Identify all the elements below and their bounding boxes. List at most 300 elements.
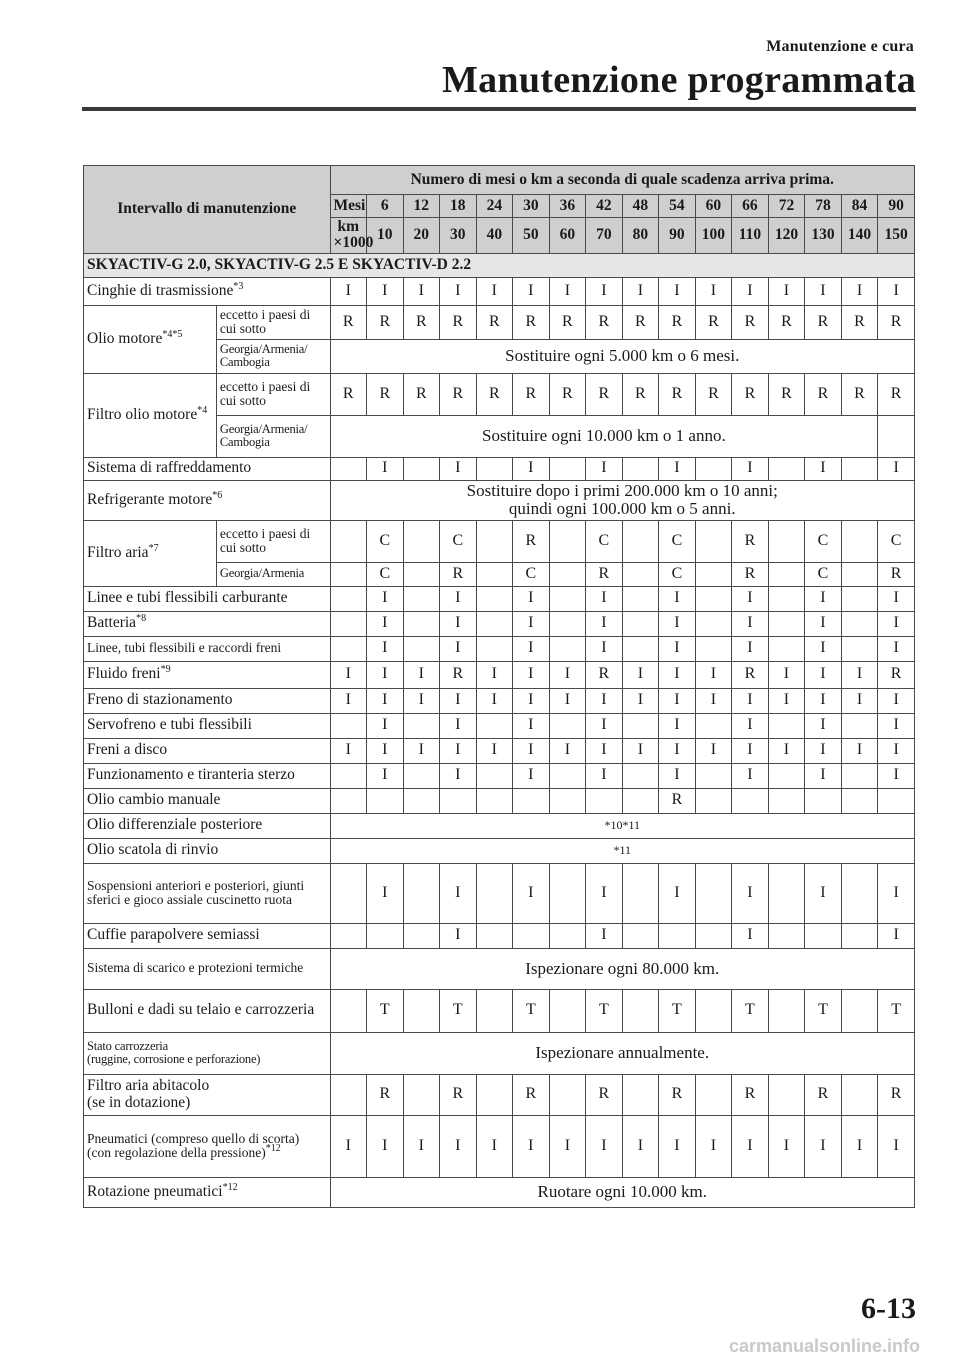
schedule-cell: I — [878, 611, 915, 636]
schedule-cell: R — [805, 305, 842, 339]
schedule-cell: I — [659, 738, 696, 763]
schedule-cell: I — [732, 738, 769, 763]
row-label: Batteria$^{*8}$ — [84, 611, 331, 636]
schedule-cell: I — [805, 738, 842, 763]
schedule-cell: I — [659, 661, 696, 688]
schedule-cell: I — [768, 1115, 805, 1177]
schedule-cell: I — [659, 277, 696, 305]
schedule-cell: I — [476, 661, 513, 688]
schedule-cell: I — [586, 923, 623, 948]
schedule-cell: R — [841, 305, 878, 339]
schedule-cell — [622, 713, 659, 738]
schedule-cell: I — [440, 763, 477, 788]
km-cell: 10 — [367, 218, 404, 254]
schedule-cell — [841, 636, 878, 661]
schedule-cell: R — [659, 788, 696, 813]
schedule-cell: I — [659, 1115, 696, 1177]
schedule-cell: I — [878, 863, 915, 923]
schedule-cell — [330, 611, 367, 636]
schedule-cell — [476, 636, 513, 661]
schedule-cell: I — [586, 763, 623, 788]
km-cell: 30 — [440, 218, 477, 254]
schedule-cell — [513, 923, 550, 948]
schedule-cell: I — [659, 713, 696, 738]
schedule-cell: R — [403, 305, 440, 339]
row-label: Filtro aria abitacolo (se in dotazione) — [84, 1074, 331, 1115]
schedule-cell: R — [586, 305, 623, 339]
schedule-cell — [768, 457, 805, 480]
row-label: Olio motore$^{*4*5}$ — [84, 305, 217, 373]
schedule-cell: T — [586, 989, 623, 1032]
schedule-cell — [768, 923, 805, 948]
schedule-cell: I — [513, 277, 550, 305]
km-cell: 150 — [878, 218, 915, 254]
schedule-cell: T — [805, 989, 842, 1032]
schedule-cell: R — [878, 661, 915, 688]
row-label: Olio cambio manuale — [84, 788, 331, 813]
schedule-cell: I — [549, 688, 586, 713]
row-label: Olio scatola di rinvio — [84, 838, 331, 863]
schedule-cell: I — [367, 688, 404, 713]
table-row — [84, 520, 915, 562]
schedule-cell: R — [367, 305, 404, 339]
schedule-cell: R — [513, 373, 550, 415]
schedule-cell — [476, 923, 513, 948]
schedule-cell — [549, 923, 586, 948]
schedule-cell: I — [732, 1115, 769, 1177]
section-header: Manutenzione e cura — [766, 38, 914, 55]
schedule-cell: R — [330, 305, 367, 339]
schedule-cell: I — [622, 661, 659, 688]
schedule-cell: C — [878, 520, 915, 562]
table-row — [84, 373, 915, 415]
table-row — [84, 457, 915, 480]
schedule-cell — [841, 788, 878, 813]
schedule-cell — [622, 989, 659, 1032]
page-number: 6-13 — [861, 1292, 916, 1325]
watermark: carmanualsonline.info — [728, 1336, 920, 1356]
row-label: Filtro olio motore$^{*4}$ — [84, 373, 217, 457]
schedule-cell: R — [622, 305, 659, 339]
schedule-cell — [622, 636, 659, 661]
schedule-cell: I — [841, 1115, 878, 1177]
schedule-cell — [476, 457, 513, 480]
schedule-cell — [549, 989, 586, 1032]
row-note: Ispezionare ogni 80.000 km. — [330, 948, 915, 989]
schedule-cell: I — [732, 863, 769, 923]
schedule-cell: I — [732, 586, 769, 611]
schedule-cell — [841, 457, 878, 480]
schedule-cell: I — [367, 457, 404, 480]
schedule-cell — [695, 923, 732, 948]
schedule-cell: C — [805, 562, 842, 586]
schedule-cell: I — [513, 611, 550, 636]
schedule-cell: I — [805, 586, 842, 611]
schedule-cell — [367, 788, 404, 813]
schedule-cell: R — [476, 373, 513, 415]
table-row — [84, 1115, 915, 1177]
schedule-cell: R — [330, 373, 367, 415]
schedule-cell — [768, 989, 805, 1032]
km-cell: 110 — [732, 218, 769, 254]
row-note: Sostituire ogni 10.000 km o 1 anno. — [330, 415, 878, 457]
schedule-cell — [330, 863, 367, 923]
schedule-cell — [841, 611, 878, 636]
schedule-cell: I — [367, 661, 404, 688]
schedule-cell: I — [403, 1115, 440, 1177]
schedule-cell — [805, 923, 842, 948]
header-rule — [82, 107, 916, 111]
maintenance-schedule-table — [83, 165, 915, 1208]
schedule-cell — [330, 520, 367, 562]
engine-section-title: SKYACTIV-G 2.0, SKYACTIV-G 2.5 E SKYACTIV-D 2.2 — [84, 253, 915, 277]
schedule-cell: I — [878, 738, 915, 763]
schedule-cell: I — [878, 1115, 915, 1177]
schedule-cell — [841, 562, 878, 586]
schedule-cell: T — [513, 989, 550, 1032]
schedule-cell — [549, 562, 586, 586]
schedule-cell — [549, 586, 586, 611]
schedule-cell: I — [549, 1115, 586, 1177]
schedule-cell: I — [659, 457, 696, 480]
schedule-cell — [695, 788, 732, 813]
table-row — [84, 636, 915, 661]
schedule-cell: I — [330, 661, 367, 688]
row-note: Sostituire dopo i primi 200.000 km o 10 anni; quindi ogni 100.000 km o 5 anni. — [330, 480, 915, 520]
schedule-cell: I — [367, 1115, 404, 1177]
schedule-cell: I — [768, 661, 805, 688]
schedule-cell — [330, 763, 367, 788]
schedule-cell — [768, 788, 805, 813]
row-note: Ispezionare annualmente. — [330, 1032, 915, 1074]
schedule-cell: I — [513, 738, 550, 763]
km-cell: 20 — [403, 218, 440, 254]
schedule-cell — [768, 713, 805, 738]
schedule-cell: R — [878, 305, 915, 339]
schedule-cell — [622, 611, 659, 636]
schedule-cell — [476, 586, 513, 611]
table-row — [84, 661, 915, 688]
schedule-cell — [768, 520, 805, 562]
months-label: Mesi — [330, 195, 367, 218]
schedule-cell: I — [732, 457, 769, 480]
schedule-cell: I — [659, 688, 696, 713]
month-cell: 12 — [403, 195, 440, 218]
row-label: Linee e tubi flessibili carburante — [84, 586, 331, 611]
schedule-cell: R — [659, 1074, 696, 1115]
schedule-cell — [549, 788, 586, 813]
schedule-cell: I — [695, 688, 732, 713]
schedule-cell: I — [878, 277, 915, 305]
row-sublabel: Georgia/Armenia/ Cambogia — [216, 415, 330, 457]
schedule-cell — [403, 763, 440, 788]
schedule-cell: C — [805, 520, 842, 562]
schedule-cell — [440, 788, 477, 813]
schedule-cell — [622, 520, 659, 562]
schedule-cell — [841, 713, 878, 738]
schedule-cell: I — [367, 636, 404, 661]
month-cell: 66 — [732, 195, 769, 218]
schedule-cell: I — [586, 586, 623, 611]
schedule-cell: I — [440, 636, 477, 661]
schedule-cell — [476, 713, 513, 738]
month-cell: 36 — [549, 195, 586, 218]
period-caption: Numero di mesi o km a seconda di quale scadenza arriva prima. — [330, 166, 915, 195]
month-cell: 78 — [805, 195, 842, 218]
schedule-cell — [695, 763, 732, 788]
schedule-cell: I — [330, 1115, 367, 1177]
schedule-cell: I — [805, 713, 842, 738]
schedule-cell: R — [878, 1074, 915, 1115]
row-label: Sistema di scarico e protezioni termiche — [84, 948, 331, 989]
schedule-cell: T — [440, 989, 477, 1032]
schedule-cell: R — [732, 1074, 769, 1115]
schedule-cell — [330, 989, 367, 1032]
schedule-cell: I — [403, 661, 440, 688]
schedule-cell — [695, 713, 732, 738]
schedule-cell: I — [330, 277, 367, 305]
table-row — [84, 923, 915, 948]
km-cell: 40 — [476, 218, 513, 254]
schedule-cell: I — [440, 457, 477, 480]
schedule-cell: I — [440, 586, 477, 611]
schedule-cell — [403, 520, 440, 562]
schedule-cell — [403, 562, 440, 586]
empty-cell — [878, 415, 915, 457]
table-row — [84, 738, 915, 763]
month-cell: 30 — [513, 195, 550, 218]
schedule-cell: I — [549, 661, 586, 688]
schedule-cell: R — [513, 520, 550, 562]
row-label: Sospensioni anteriori e posteriori, giunti sferici e gioco assiale cuscinetto ruota — [84, 863, 331, 923]
row-label: Funzionamento e tiranteria sterzo — [84, 763, 331, 788]
schedule-cell: I — [513, 863, 550, 923]
schedule-cell — [549, 611, 586, 636]
row-note: Ruotare ogni 10.000 km. — [330, 1177, 915, 1207]
schedule-cell: I — [367, 611, 404, 636]
month-cell: 60 — [695, 195, 732, 218]
schedule-cell — [513, 788, 550, 813]
schedule-cell — [841, 1074, 878, 1115]
table-row — [84, 305, 915, 339]
table-row — [84, 713, 915, 738]
schedule-cell — [476, 611, 513, 636]
schedule-cell — [330, 562, 367, 586]
km-cell: 120 — [768, 218, 805, 254]
schedule-cell — [403, 989, 440, 1032]
schedule-cell — [403, 863, 440, 923]
schedule-cell: I — [440, 713, 477, 738]
schedule-cell: I — [805, 863, 842, 923]
schedule-cell: R — [732, 562, 769, 586]
schedule-cell: R — [367, 373, 404, 415]
schedule-cell: I — [513, 457, 550, 480]
table-row — [84, 480, 915, 520]
schedule-cell: R — [732, 373, 769, 415]
schedule-cell — [549, 863, 586, 923]
schedule-cell — [476, 763, 513, 788]
schedule-cell: I — [622, 738, 659, 763]
schedule-cell — [476, 788, 513, 813]
schedule-cell: I — [659, 611, 696, 636]
month-cell: 90 — [878, 195, 915, 218]
schedule-cell: I — [732, 688, 769, 713]
schedule-cell: R — [586, 1074, 623, 1115]
row-label: Pneumatici (compreso quello di scorta) (con regolazione della pressione)$^{*12}$ — [84, 1115, 331, 1177]
schedule-cell — [367, 923, 404, 948]
schedule-cell: I — [586, 863, 623, 923]
schedule-cell: I — [805, 661, 842, 688]
schedule-cell: I — [586, 713, 623, 738]
schedule-cell: R — [878, 373, 915, 415]
table-row — [84, 277, 915, 305]
schedule-cell: I — [732, 763, 769, 788]
schedule-cell: I — [549, 277, 586, 305]
schedule-cell — [476, 520, 513, 562]
schedule-cell: I — [841, 277, 878, 305]
schedule-cell — [841, 989, 878, 1032]
schedule-cell: I — [805, 636, 842, 661]
schedule-cell: R — [841, 373, 878, 415]
schedule-cell: R — [513, 1074, 550, 1115]
schedule-cell: R — [513, 305, 550, 339]
km-cell: 90 — [659, 218, 696, 254]
row-sublabel: Georgia/Armenia/ Cambogia — [216, 339, 330, 373]
row-label: Linee, tubi flessibili e raccordi freni — [84, 636, 331, 661]
schedule-cell: I — [659, 763, 696, 788]
schedule-cell: I — [841, 661, 878, 688]
schedule-cell: I — [768, 688, 805, 713]
schedule-cell — [549, 457, 586, 480]
schedule-cell — [768, 611, 805, 636]
schedule-cell: I — [659, 586, 696, 611]
schedule-cell: R — [805, 1074, 842, 1115]
schedule-cell: I — [732, 923, 769, 948]
interval-label: Intervallo di manutenzione — [84, 166, 331, 254]
schedule-cell: R — [732, 661, 769, 688]
km-cell: 140 — [841, 218, 878, 254]
schedule-cell — [330, 713, 367, 738]
footnote-ref: *10*11 — [330, 813, 915, 838]
schedule-cell — [403, 457, 440, 480]
schedule-cell: R — [440, 562, 477, 586]
schedule-cell: R — [549, 373, 586, 415]
schedule-cell: I — [586, 688, 623, 713]
schedule-cell: I — [732, 611, 769, 636]
schedule-cell: R — [695, 305, 732, 339]
month-cell: 6 — [367, 195, 404, 218]
schedule-cell: R — [732, 305, 769, 339]
row-label: Stato carrozzeria (ruggine, corrosione e perforazione) — [84, 1032, 331, 1074]
km-label: km ×1000 — [330, 218, 367, 254]
row-note: Sostituire ogni 5.000 km o 6 mesi. — [330, 339, 915, 373]
schedule-cell — [403, 586, 440, 611]
schedule-cell: I — [805, 277, 842, 305]
schedule-cell: I — [440, 863, 477, 923]
schedule-cell: I — [513, 586, 550, 611]
row-label: Rotazione pneumatici$^{*12}$ — [84, 1177, 331, 1207]
schedule-cell — [878, 788, 915, 813]
schedule-cell: R — [586, 562, 623, 586]
schedule-cell: I — [367, 763, 404, 788]
schedule-cell: R — [476, 305, 513, 339]
schedule-cell — [841, 863, 878, 923]
schedule-cell — [476, 863, 513, 923]
schedule-cell — [622, 863, 659, 923]
schedule-cell — [695, 989, 732, 1032]
schedule-cell: C — [367, 562, 404, 586]
schedule-cell — [622, 763, 659, 788]
schedule-cell: I — [513, 1115, 550, 1177]
schedule-cell: I — [330, 738, 367, 763]
month-cell: 42 — [586, 195, 623, 218]
schedule-cell: T — [732, 989, 769, 1032]
row-label: Cinghie di trasmissione$^{*3}$ — [84, 277, 331, 305]
schedule-cell: I — [476, 1115, 513, 1177]
schedule-cell: I — [841, 688, 878, 713]
row-label: Bulloni e dadi su telaio e carrozzeria — [84, 989, 331, 1032]
schedule-cell: R — [549, 305, 586, 339]
schedule-cell — [768, 562, 805, 586]
schedule-cell: C — [659, 520, 696, 562]
schedule-cell: R — [586, 373, 623, 415]
table-row — [84, 989, 915, 1032]
schedule-cell — [476, 1074, 513, 1115]
schedule-cell: T — [367, 989, 404, 1032]
schedule-cell — [622, 562, 659, 586]
schedule-cell — [403, 1074, 440, 1115]
schedule-cell — [549, 1074, 586, 1115]
schedule-cell: I — [367, 863, 404, 923]
schedule-cell: R — [440, 373, 477, 415]
row-label: Freni a disco — [84, 738, 331, 763]
row-label: Freno di stazionamento — [84, 688, 331, 713]
row-label: Olio differenziale posteriore — [84, 813, 331, 838]
schedule-cell — [330, 457, 367, 480]
schedule-cell: I — [805, 1115, 842, 1177]
schedule-cell — [695, 1074, 732, 1115]
schedule-cell: I — [476, 738, 513, 763]
month-cell: 84 — [841, 195, 878, 218]
schedule-cell — [622, 788, 659, 813]
page-title: Manutenzione programmata — [441, 59, 916, 101]
schedule-cell: I — [586, 457, 623, 480]
schedule-cell: I — [440, 738, 477, 763]
table-row — [84, 763, 915, 788]
schedule-cell — [695, 562, 732, 586]
schedule-cell: R — [440, 305, 477, 339]
schedule-cell: I — [403, 738, 440, 763]
schedule-cell: R — [622, 373, 659, 415]
schedule-cell: T — [659, 989, 696, 1032]
table-row — [84, 1177, 915, 1207]
schedule-cell: T — [878, 989, 915, 1032]
schedule-cell: I — [695, 738, 732, 763]
schedule-cell: C — [659, 562, 696, 586]
table-row — [84, 1074, 915, 1115]
schedule-cell: R — [768, 373, 805, 415]
schedule-cell: I — [367, 586, 404, 611]
schedule-cell — [403, 923, 440, 948]
row-sublabel: eccetto i paesi di cui sotto — [216, 305, 330, 339]
schedule-cell: I — [878, 586, 915, 611]
schedule-cell — [732, 788, 769, 813]
schedule-cell: R — [878, 562, 915, 586]
schedule-cell — [695, 636, 732, 661]
schedule-cell: I — [805, 763, 842, 788]
km-cell: 60 — [549, 218, 586, 254]
schedule-cell — [330, 586, 367, 611]
